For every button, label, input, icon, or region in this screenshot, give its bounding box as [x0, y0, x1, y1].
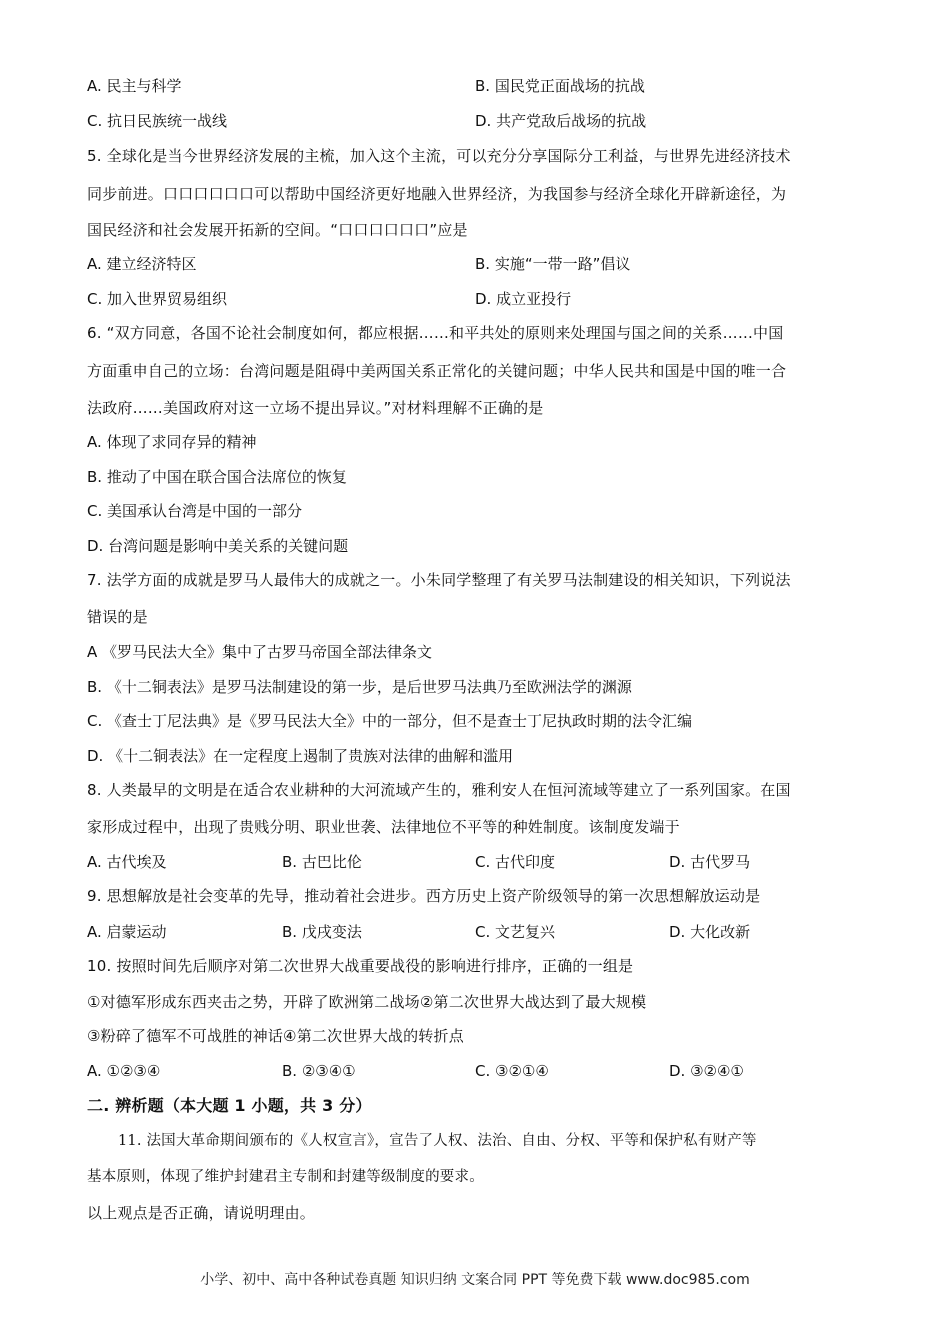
q6-option-a: A. 体现了求同存异的精神: [87, 433, 257, 451]
q7-stem-line-1: 7. 法学方面的成就是罗马人最伟大的成就之一。小朱同学整理了有关罗马法制建设的相关知识，下列说法: [87, 571, 791, 589]
q10-option-b: B. ②③④①: [282, 1062, 356, 1080]
q7-option-c: C. 《查士丁尼法典》是《罗马民法大全》中的一部分，但不是查士丁尼执政时期的法令汇编: [87, 712, 693, 730]
q7-stem-line-2: 错误的是: [87, 608, 148, 626]
q7-option-b: B. 《十二铜表法》是罗马法制建设的第一步，是后世罗马法典乃至欧洲法学的渊源: [87, 678, 632, 696]
q6-stem-line-2: 方面重申自己的立场：台湾问题是阻碍中美两国关系正常化的关键问题；中华人民共和国是中国的唯一合: [87, 362, 787, 380]
q10-option-c: C. ③②①④: [475, 1062, 549, 1080]
q9-stem-line-1: 9. 思想解放是社会变革的先导，推动着社会进步。西方历史上资产阶级领导的第一次思想解放运动是: [87, 887, 761, 905]
q8-option-c: C. 古代印度: [475, 853, 556, 871]
q4-option-a: A. 民主与科学: [87, 77, 182, 95]
q6-stem-line-3: 法政府……美国政府对这一立场不提出异议。”对材料理解不正确的是: [87, 399, 544, 417]
q11-stem-line-2: 基本原则，体现了维护封建君主专制和封建等级制度的要求。: [87, 1169, 484, 1185]
q6-stem-line-1: 6. “双方同意，各国不论社会制度如何，都应根据……和平共处的原则来处理国与国之间的关系……中国: [87, 324, 784, 342]
q10-option-a: A. ①②③④: [87, 1062, 161, 1080]
q9-option-d: D. 大化改新: [669, 923, 751, 941]
q5-option-d: D. 成立亚投行: [475, 290, 572, 308]
q6-option-d: D. 台湾问题是影响中美关系的关键问题: [87, 537, 349, 555]
q9-option-b: B. 戊戌变法: [282, 923, 362, 941]
section-2-title: 二. 辨析题（本大题 1 小题，共 3 分）: [87, 1096, 372, 1115]
q10-stem-line-2: ①对德军形成东西夹击之势，开辟了欧洲第二战场②第二次世界大战达到了最大规模: [87, 993, 647, 1011]
q4-option-b: B. 国民党正面战场的抗战: [475, 77, 645, 95]
q5-option-c: C. 加入世界贸易组织: [87, 290, 228, 308]
q10-option-d: D. ③②④①: [669, 1062, 744, 1080]
q5-option-a: A. 建立经济特区: [87, 255, 197, 273]
q8-option-b: B. 古巴比伦: [282, 853, 362, 871]
q11-stem-line-3: 以上观点是否正确，请说明理由。: [87, 1204, 316, 1222]
q5-option-b: B. 实施“一带一路”倡议: [475, 255, 631, 273]
q5-stem-line-1: 5. 全球化是当今世界经济发展的主梳，加入这个主流，可以充分分享国际分工利益，与世界先进经济技术: [87, 147, 791, 165]
q8-stem-line-1: 8. 人类最早的文明是在适合农业耕种的大河流域产生的，雅利安人在恒河流域等建立了一系列国家。在国: [87, 781, 791, 799]
q10-stem-line-1: 10. 按照时间先后顺序对第二次世界大战重要战役的影响进行排序，正确的一组是: [87, 957, 634, 975]
q10-stem-line-3: ③粉碎了德军不可战胜的神话④第二次世界大战的转折点: [87, 1027, 464, 1045]
q8-option-a: A. 古代埃及: [87, 853, 167, 871]
q11-stem-line-1: 11. 法国大革命期间颁布的《人权宣言》，宣告了人权、法治、自由、分权、平等和保护私有财产等: [118, 1133, 757, 1149]
q8-stem-line-2: 家形成过程中，出现了贵贱分明、职业世袭、法律地位不平等的种姓制度。该制度发端于: [87, 818, 680, 836]
q5-stem-line-2: 同步前进。口口口口口口可以帮助中国经济更好地融入世界经济，为我国参与经济全球化开辟新途径，为: [87, 185, 787, 203]
q4-option-d: D. 共产党敌后战场的抗战: [475, 112, 647, 130]
page-footer: 小学、初中、高中各种试卷真题 知识归纳 文案合同 PPT 等免费下载 www.doc985.com: [200, 1272, 750, 1288]
q6-option-c: C. 美国承认台湾是中国的一部分: [87, 502, 303, 520]
q7-option-d: D. 《十二铜表法》在一定程度上遏制了贵族对法律的曲解和滥用: [87, 747, 514, 765]
q9-option-a: A. 启蒙运动: [87, 923, 167, 941]
q8-option-d: D. 古代罗马: [669, 853, 751, 871]
q5-stem-line-3: 国民经济和社会发展开拓新的空间。“口口口口口口”应是: [87, 221, 468, 239]
q6-option-b: B. 推动了中国在联合国合法席位的恢复: [87, 468, 347, 486]
q9-option-c: C. 文艺复兴: [475, 923, 556, 941]
q4-option-c: C. 抗日民族统一战线: [87, 112, 228, 130]
q7-option-a: A 《罗马民法大全》集中了古罗马帝国全部法律条文: [87, 643, 433, 661]
